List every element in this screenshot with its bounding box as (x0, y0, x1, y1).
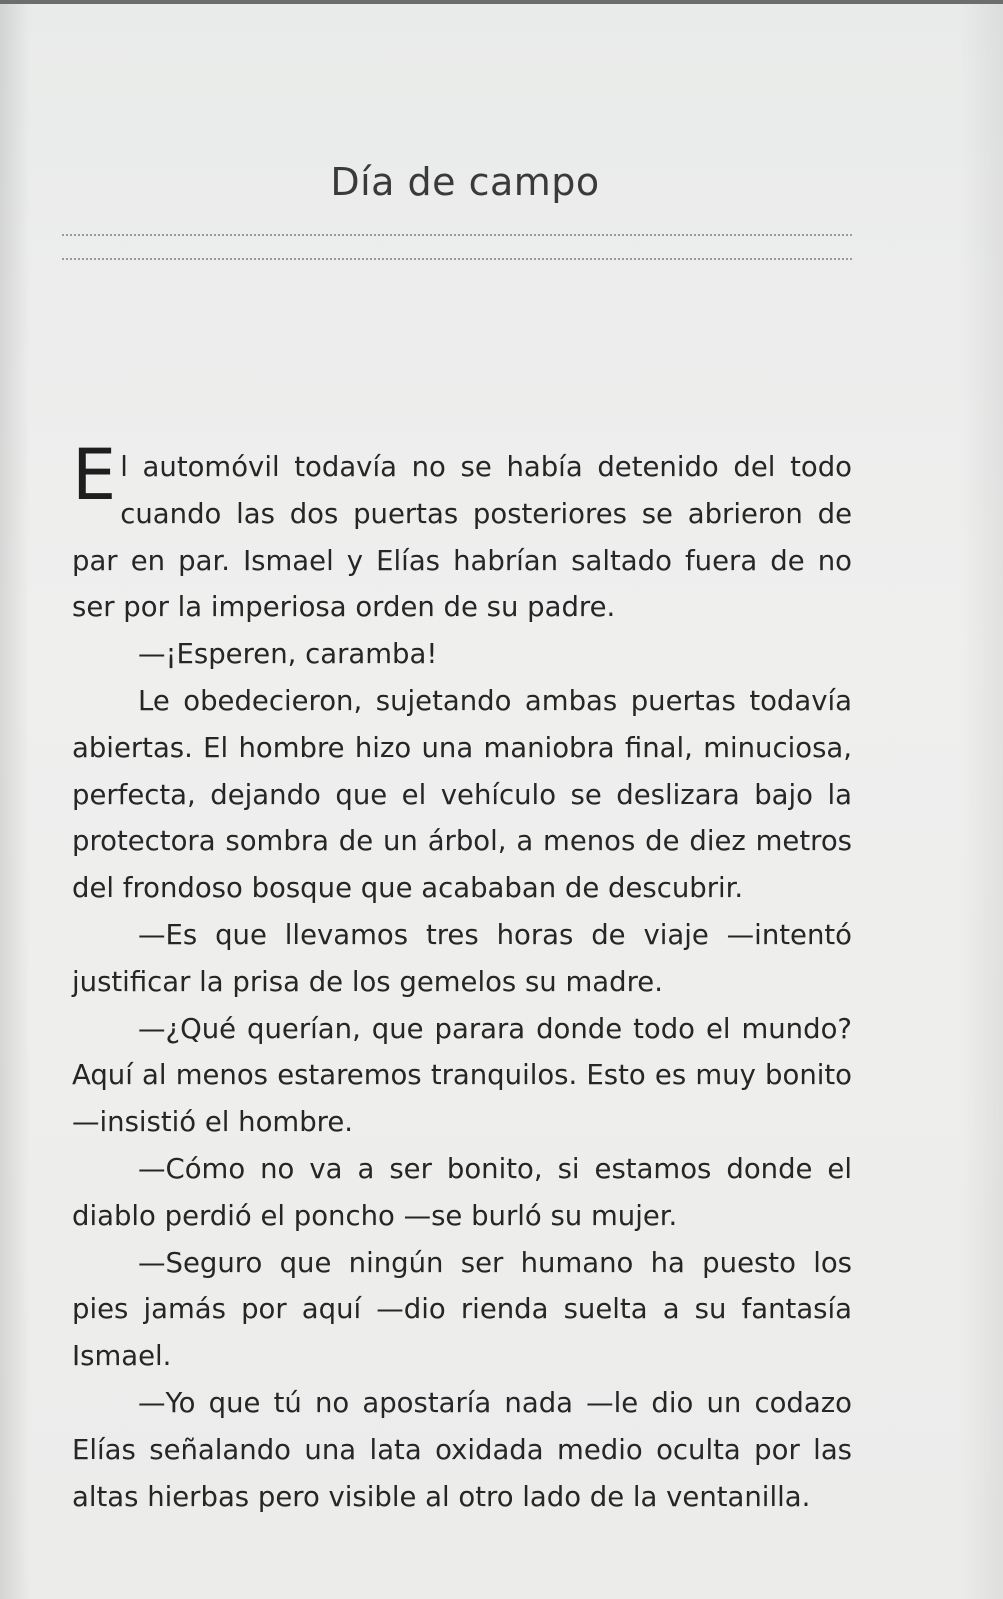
story-text (72, 434, 852, 1520)
title-rule-upper (62, 234, 852, 236)
paragraph: Le obedecieron, sujetando ambas puertas todavía abiertas. El hombre hizo una maniobra final, minuciosa, perfecta, dejando que el vehículo se deslizara bajo la protectora sombra de un árbol, a menos de diez metros del frondoso bosque que acababan de descubrir. (72, 684, 852, 905)
paragraph: —Yo que tú no apostaría nada —le dio un codazo Elías señalando una lata oxidada medio oculta por las altas hierbas pero visible al otro lado de la ventanilla. (72, 1386, 852, 1513)
paragraph: —Seguro que ningún ser humano ha puesto los pies jamás por aquí —dio rienda suelta a su fantasía Ismael. (72, 1246, 852, 1373)
drop-cap: E (72, 434, 117, 516)
page-top-edge (0, 0, 1003, 4)
opening-text: l automóvil todavía no se había detenido del todo cuando las dos puertas posteriores se abrieron de par en par. Ismael y Elías habrían saltado fuera de no ser por la imperiosa orden de su padre. (72, 451, 852, 624)
opening-paragraph (72, 434, 852, 631)
paragraph: —Es que llevamos tres horas de viaje —intentó justificar la prisa de los gemelos su madre. (72, 918, 852, 998)
chapter-title: Día de campo (330, 160, 600, 204)
paragraph: —¿Qué querían, que parara donde todo el mundo? Aquí al menos estaremos tranquilos. Esto es muy bonito —insistió el hombre. (72, 1012, 852, 1139)
paragraph: —Cómo no va a ser bonito, si estamos donde el diablo perdió el poncho —se burló su mujer. (72, 1152, 852, 1232)
title-rule-lower (62, 258, 852, 260)
paragraph: —¡Esperen, caramba! (138, 638, 438, 671)
